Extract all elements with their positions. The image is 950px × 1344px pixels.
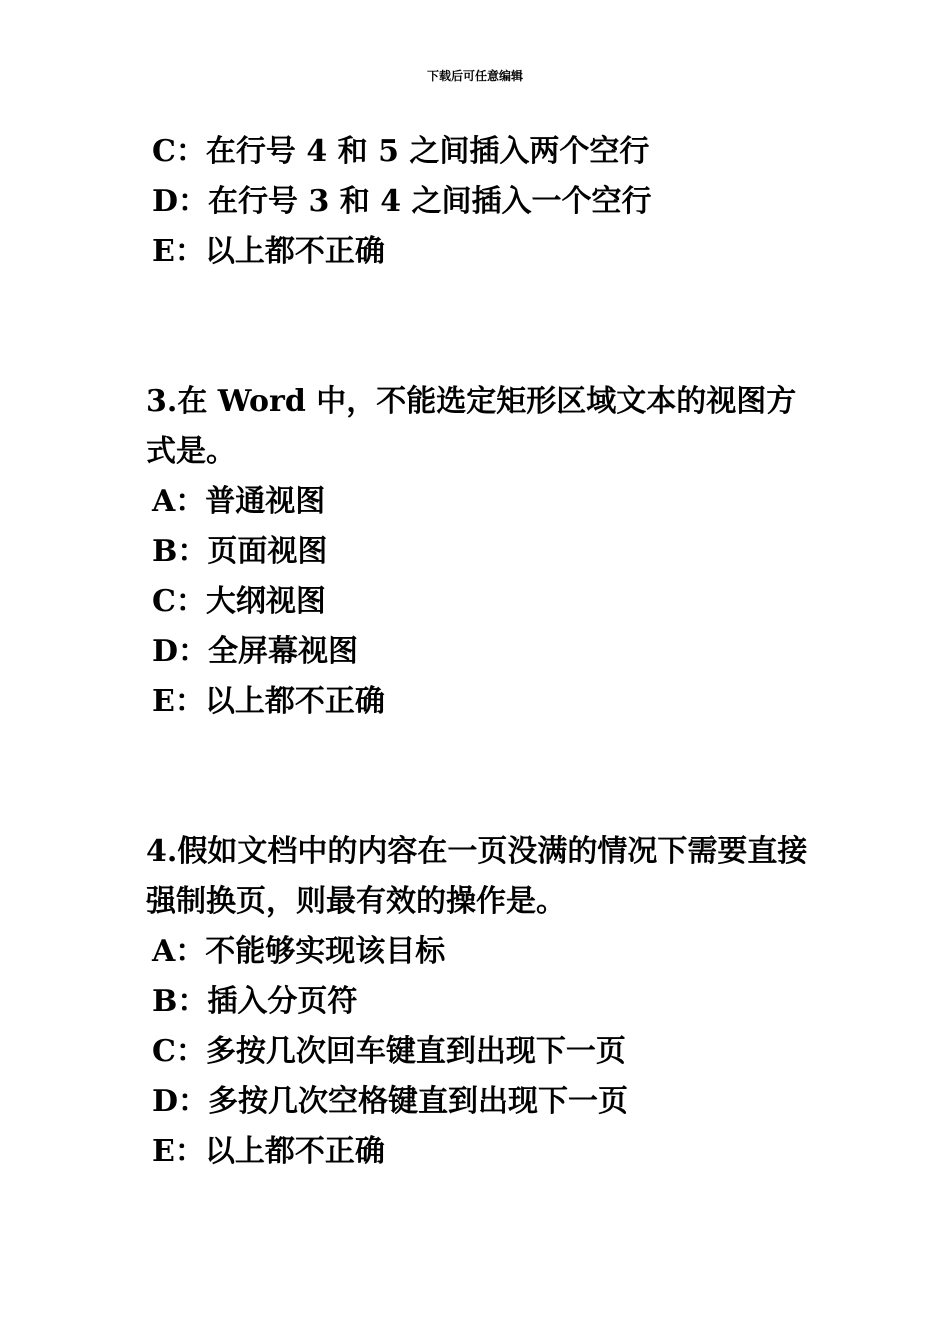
option-text: 大纲视图 [205,584,326,619]
spacer [146,277,826,377]
option-b: B：页面视图 [152,534,328,569]
option-text: 多按几次空格键直到出现下一页 [208,1084,629,1119]
option-text: 以上都不正确 [204,234,385,269]
question-3 [146,377,826,727]
option-label: C [152,1034,176,1069]
question-2-options [146,127,826,277]
option-d: D：多按几次空格键直到出现下一页 [152,1084,629,1119]
option-e: E：以上都不正确 [152,234,385,269]
question-4-text [146,827,811,927]
document-body [146,127,826,1177]
option-a: A：普通视图 [152,484,326,519]
spacer [146,727,826,827]
question-3-text [146,377,811,477]
option-label: E [152,684,175,719]
option-text: 在行号 4 和 5 之间插入两个空行 [205,134,650,169]
option-text: 插入分页符 [207,984,358,1019]
question-stem: 在 Word 中，不能选定矩形区域文本的视图方式是。 [146,384,797,469]
option-text: 全屏幕视图 [208,634,359,669]
option-text: 在行号 3 和 4 之间插入一个空行 [208,184,652,219]
option-text: 以上都不正确 [204,684,385,719]
option-a: A：不能够实现该目标 [152,934,446,969]
option-label: C [152,584,176,619]
question-stem: 假如文档中的内容在一页没满的情况下需要直接强制换页，则最有效的操作是。 [146,834,808,919]
option-label: A [152,484,176,519]
question-4 [146,827,826,1177]
option-c: C：在行号 4 和 5 之间插入两个空行 [152,134,650,169]
option-d: D：全屏幕视图 [152,634,359,669]
option-e: E：以上都不正确 [152,1134,385,1169]
option-text: 以上都不正确 [204,1134,385,1169]
option-label: A [152,934,176,969]
option-label: B [152,534,178,569]
option-label: D [152,1084,179,1119]
option-text: 不能够实现该目标 [205,934,446,969]
option-text: 普通视图 [205,484,326,519]
option-label: B [152,984,178,1019]
question-number: 4. [146,834,178,869]
option-label: D [152,634,179,669]
option-c: C：多按几次回车键直到出现下一页 [152,1034,626,1069]
option-label: D [152,184,179,219]
option-c: C：大纲视图 [152,584,326,619]
option-text: 多按几次回车键直到出现下一页 [205,1034,626,1069]
option-b: B：插入分页符 [152,984,358,1019]
option-label: E [152,1134,175,1169]
page-header: 下载后可任意编辑 [426,69,523,83]
question-number: 3. [146,384,178,419]
option-text: 页面视图 [207,534,328,569]
option-label: C [152,134,176,169]
option-label: E [152,234,175,269]
option-e: E：以上都不正确 [152,684,385,719]
option-d: D：在行号 3 和 4 之间插入一个空行 [152,184,652,219]
